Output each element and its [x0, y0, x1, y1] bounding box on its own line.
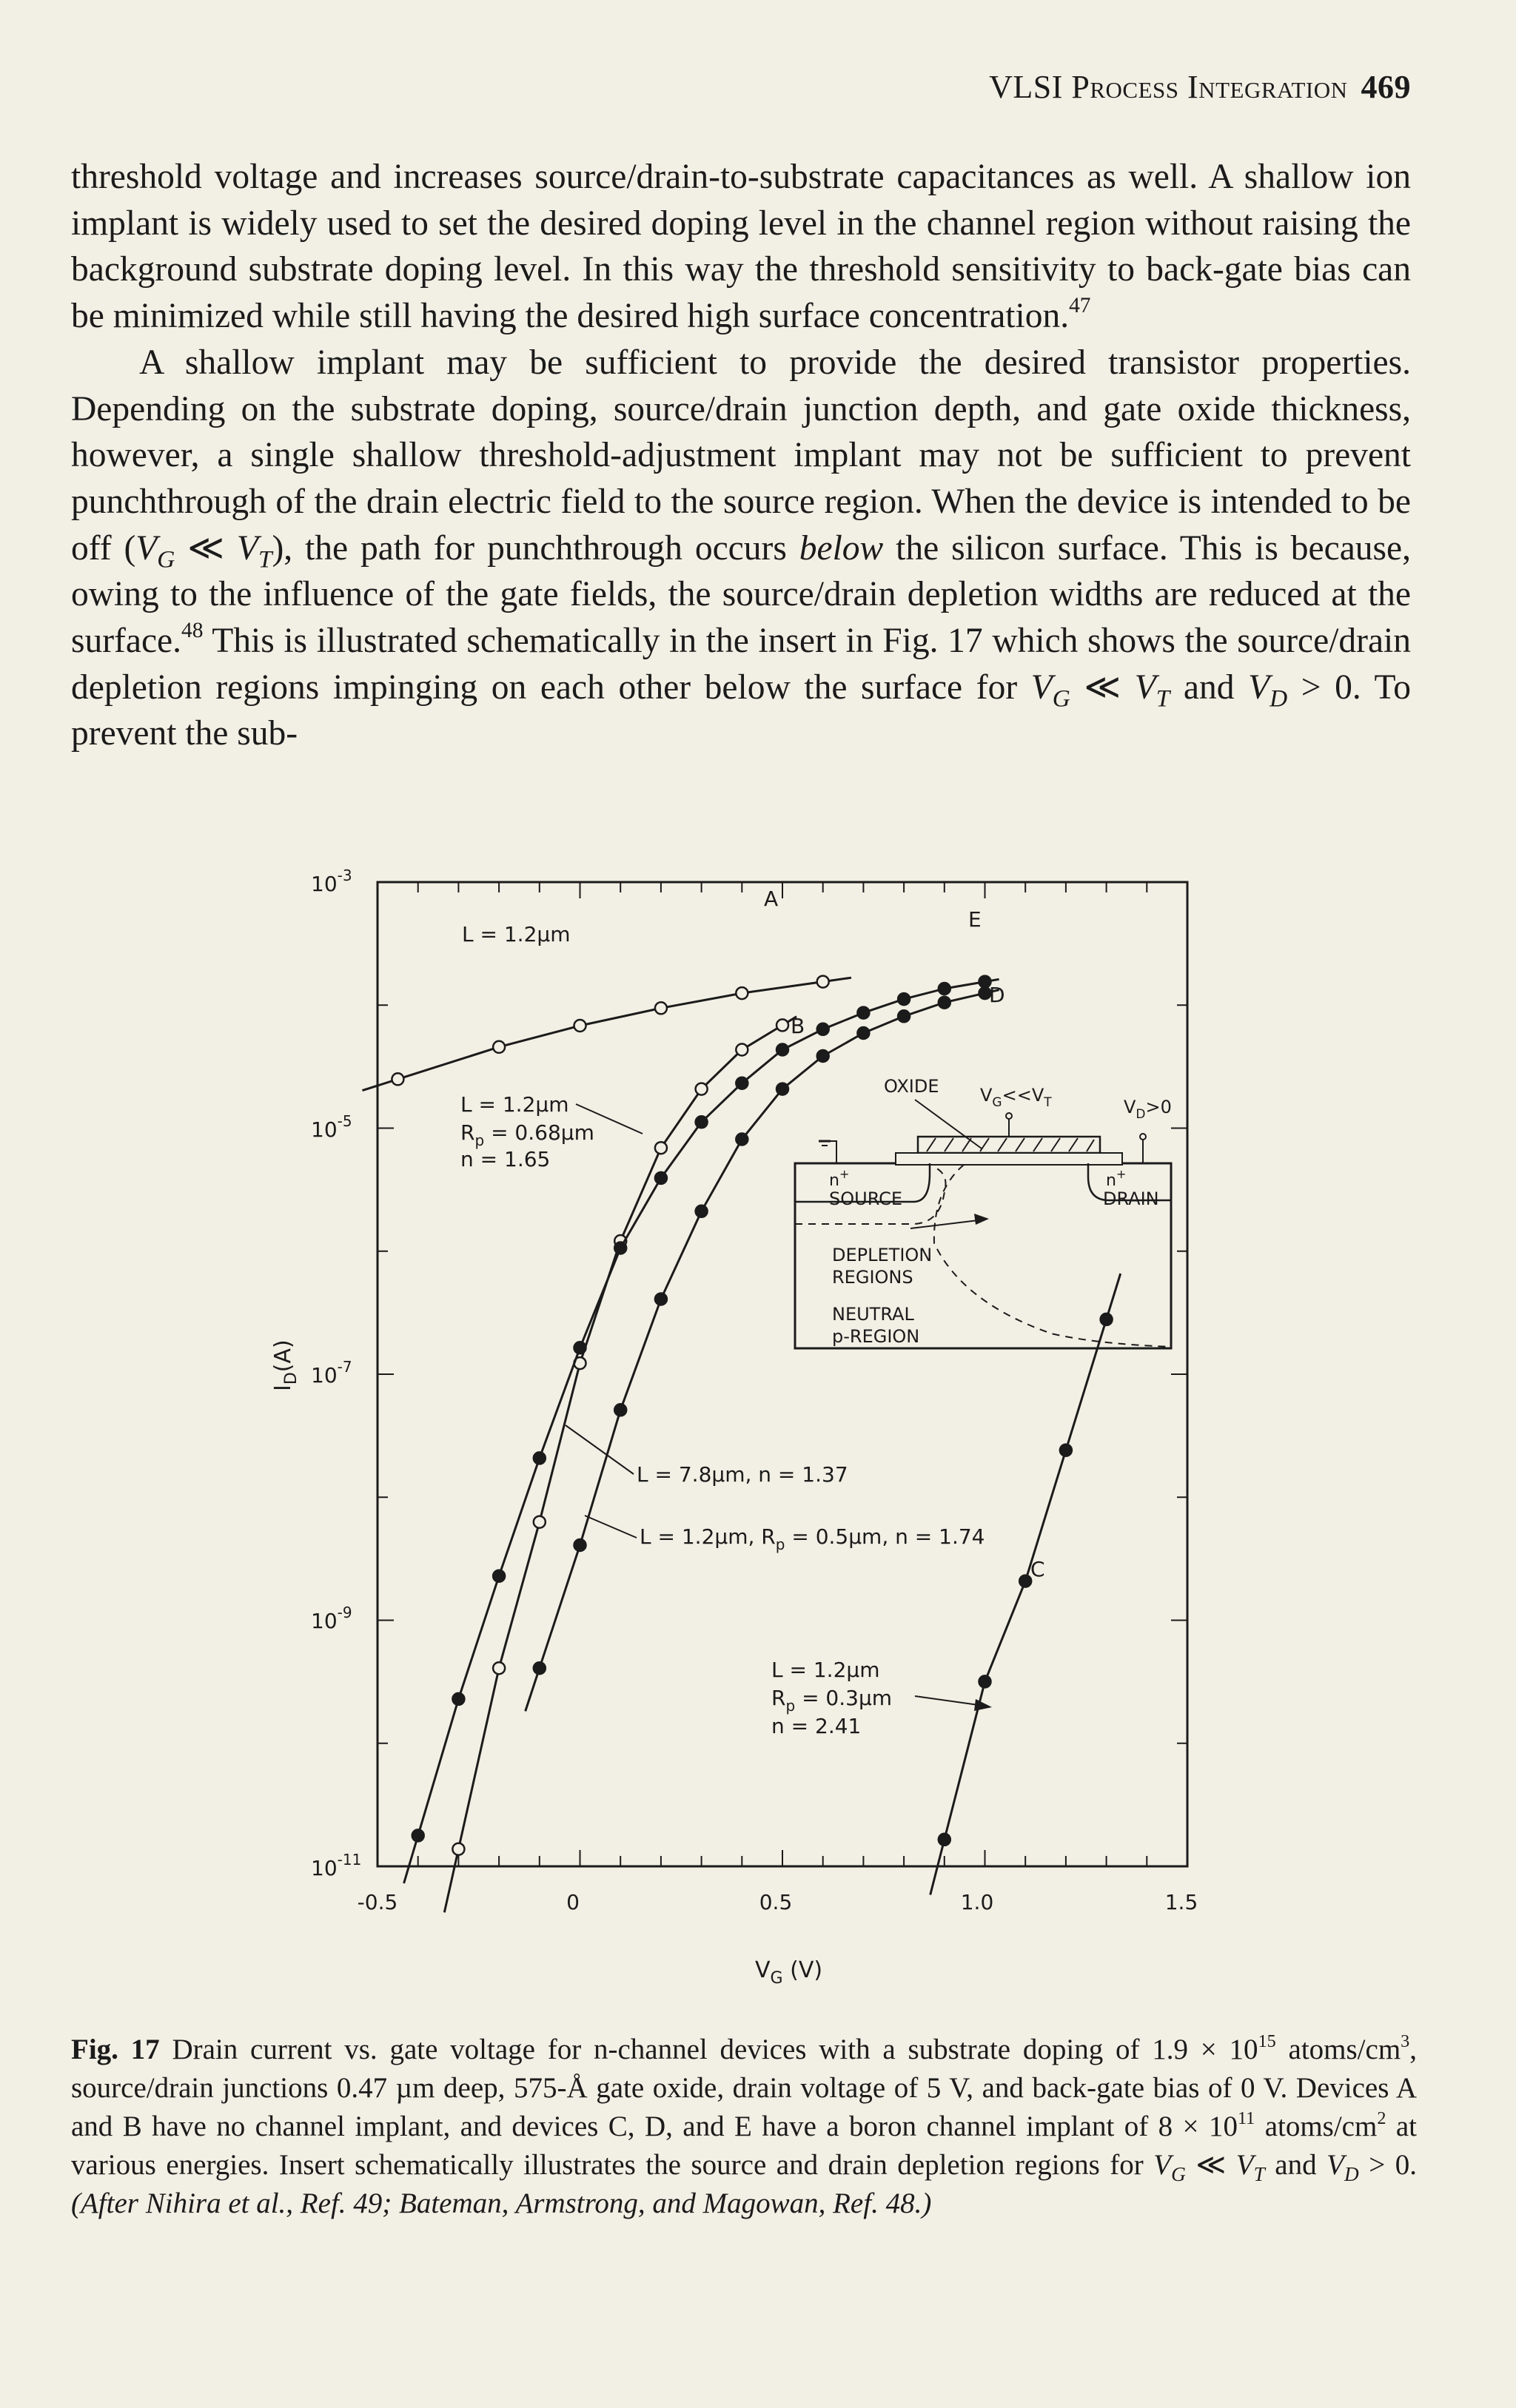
- caption-citation: (After Nihira et al., Ref. 49; Bateman, Armstrong, and Magowan, Ref. 48.): [71, 2187, 932, 2219]
- x-axis-label: $V_G$ (V): [755, 1957, 823, 1988]
- data-point-e: [655, 1172, 667, 1184]
- depletion-label-1: DEPLETION: [832, 1245, 933, 1265]
- drain-label: DRAIN: [1103, 1188, 1159, 1209]
- caption-text: and: [1264, 2149, 1327, 2181]
- p2-text-a: A shallow implant may be sufficient to provide the desired transistor properties. Depending on the substrate doping, source/drain junction depth, and gate oxide thickness, however, a single shallow threshold-adjustment implant may not be sufficient to prevent punchthrough of the drain electric field to the source region. When the device is intended to be off (: [71, 343, 1411, 568]
- data-point-d: [817, 1050, 829, 1062]
- y-tick-label: $10^{-9}$: [311, 1604, 352, 1633]
- curve-label-e: E: [968, 907, 982, 932]
- caption-text: .: [1409, 2149, 1417, 2181]
- curve-label-a: A: [764, 887, 779, 911]
- data-point-b: [493, 1662, 505, 1674]
- data-point-e: [574, 1342, 586, 1353]
- paragraph-2: A shallow implant may be sufficient to provide the desired transistor properties. Depending on the substrate doping, source/drain junction depth, and gate oxide thickness, however, a single shallow threshold-adjustment implant may not be sufficient to prevent punchthrough of the drain electric field to the source region. When the device is intended to be off ($V_G$ ≪ $V_T$), the path for punchthrough occurs below the silicon surface. This is because, owing to the influence of the gate fields, the source/drain depletion widths are reduced at the surface.$^{48}$ This is illustrated schematically in the insert in Fig. 17 which shows the source/drain depletion regions impinging on each other below the surface for $V_G$ ≪ $V_T$ and $V_D > 0$. To prevent the sub-: [71, 343, 1412, 753]
- p2-emph: below: [799, 528, 884, 568]
- data-point-e: [817, 1023, 829, 1035]
- data-point-a: [736, 987, 748, 999]
- source-ground: [825, 1141, 836, 1163]
- n-plus-drain: n+: [1106, 1167, 1127, 1190]
- data-point-d: [777, 1083, 788, 1095]
- p2-text-b: ), the path for punchthrough occurs: [272, 528, 799, 568]
- depletion-arrow: [910, 1220, 985, 1228]
- y-tick-labels: [311, 867, 361, 1880]
- data-point-e: [614, 1242, 626, 1254]
- caption-text: , source/drain junctions 0.47 µm deep, 575-Å gate oxide, drain voltage of 5 V, and back-gate bias of 0 V. Devices A and B have no channel implant, and devices C, D, and E have a boron channel implant of 8 × 10: [71, 2034, 1417, 2142]
- data-point-a: [655, 1002, 667, 1014]
- y-tick-label: $10^{-3}$: [311, 867, 352, 896]
- data-point-d: [534, 1662, 546, 1674]
- data-point-e: [939, 983, 950, 995]
- p2-text-f: . To prevent the sub-: [71, 667, 1412, 753]
- data-point-b: [534, 1516, 546, 1528]
- y-tick-label: $10^{-5}$: [311, 1112, 352, 1142]
- x-tick-label: 1.0: [960, 1890, 994, 1914]
- data-point-b: [777, 1019, 788, 1031]
- x-tick-label: 0.5: [759, 1890, 793, 1914]
- data-point-b: [452, 1843, 464, 1855]
- x-tick-label: 1.5: [1164, 1890, 1198, 1914]
- caption-sup: 15: [1258, 2031, 1276, 2051]
- p2-text-e: and: [1170, 667, 1249, 707]
- leader-line: [585, 1516, 637, 1538]
- oxide-label: OXIDE: [884, 1076, 939, 1097]
- figure-17-chart: [0, 844, 1516, 1998]
- leader-line: [566, 1425, 634, 1474]
- page-number: 469: [1361, 69, 1411, 105]
- data-point-c: [979, 1675, 991, 1687]
- data-point-d: [857, 1027, 869, 1039]
- data-point-d: [655, 1294, 667, 1305]
- curve-label-b: B: [791, 1014, 805, 1038]
- annotation-d: L = 7.8µm, n = 1.37: [637, 1462, 848, 1487]
- ref-47: 47: [1069, 294, 1091, 318]
- caption-text: Drain current vs. gate voltage for n-channel devices with a substrate doping of 1.9 × 10: [159, 2034, 1258, 2065]
- data-point-a: [574, 1020, 586, 1032]
- data-point-e: [777, 1044, 788, 1056]
- annotation-b-line1: L = 1.2µm: [460, 1092, 569, 1117]
- gate-oxide: [896, 1153, 1122, 1165]
- caption-text: atoms/cm: [1275, 2034, 1401, 2065]
- body-text: [71, 154, 1411, 757]
- data-point-d: [736, 1134, 748, 1146]
- neutral-label-2: p-REGION: [832, 1326, 920, 1347]
- data-point-e: [452, 1693, 464, 1705]
- figure-caption: Fig. 17 Drain current vs. gate voltage for n-channel devices with a substrate doping of $1.9 \times 10^{15}$ atoms/$cm^3$, source/drain junctions 0.47 µm deep, 575-Å gate oxide, drain voltage of 5 V, and back-gate bias of 0 V. Devices A and B have no channel implant, and devices C, D, and E have a boron channel implant of $8 \times 10^{11}$ atoms/$cm^2$ at various energies. Insert schematically illustrates the source and drain depletion regions for $V_G$ ≪ $V_T$ and $V_D > 0$. (After Nihira et al., Ref. 49; Bateman, Armstrong, and Magowan, Ref. 48.): [71, 2031, 1418, 2219]
- data-point-d: [696, 1205, 708, 1217]
- annotation-b-line2: $R_p = 0.68\mu m$: [460, 1120, 594, 1149]
- vd-label: $V_D>0$: [1124, 1097, 1172, 1122]
- data-point-b: [736, 1044, 748, 1056]
- p2-text-c: the silicon surface. This is because, owing to the influence of the gate fields, the source/drain depletion widths are reduced at the surface.: [71, 528, 1411, 661]
- data-point-c: [1101, 1314, 1113, 1325]
- x-tick-label: 0: [566, 1890, 580, 1914]
- x-tick-labels: [358, 1890, 1198, 1914]
- caption-sup: 3: [1401, 2031, 1410, 2051]
- x-tick-label: -0.5: [357, 1890, 398, 1914]
- curve-label-c: C: [1030, 1557, 1045, 1581]
- paragraph-1-text: threshold voltage and increases source/drain-to-substrate capacitances as well. A shallow ion implant is widely used to set the desired doping level in the channel region without raising the background substrate doping level. In this way the threshold sensitivity to back-gate bias can be minimized while still having the desired high surface concentration.: [71, 158, 1411, 336]
- data-point-e: [898, 993, 910, 1005]
- running-header: [989, 68, 1411, 106]
- data-point-d: [939, 997, 950, 1009]
- data-point-d: [574, 1539, 586, 1551]
- caption-sup: 2: [1377, 2108, 1386, 2128]
- data-point-d: [898, 1010, 910, 1022]
- data-point-b: [696, 1083, 708, 1095]
- insert-diagram: [795, 1076, 1172, 1348]
- data-point-c: [939, 1834, 950, 1846]
- data-point-b: [655, 1142, 667, 1154]
- annotation-c-line3: n = 2.41: [771, 1714, 862, 1738]
- data-point-a: [817, 976, 829, 988]
- source-label: SOURCE: [829, 1188, 903, 1209]
- data-point-c: [1019, 1575, 1031, 1587]
- depletion-label-2: REGIONS: [832, 1267, 913, 1288]
- y-tick-label: $10^{-7}$: [311, 1358, 352, 1388]
- data-point-a: [493, 1041, 505, 1053]
- paragraph-1: [71, 154, 1411, 340]
- annotation-c-line1: L = 1.2µm: [771, 1658, 880, 1682]
- caption-sup: 11: [1237, 2108, 1255, 2128]
- p2-text-d: This is illustrated schematically in the insert in Fig. 17 which shows the source/drain depletion regions impinging on each other below the surface for: [71, 622, 1411, 707]
- vg-label: $V_G<<V_T$: [980, 1085, 1052, 1110]
- data-point-e: [534, 1452, 546, 1464]
- header-title: VLSI Process Integration: [989, 69, 1348, 105]
- annotation-c-line2: $R_p = 0.3\mu m$: [771, 1686, 893, 1715]
- data-point-e: [493, 1570, 505, 1582]
- annotation-b-line3: n = 1.65: [460, 1147, 551, 1171]
- data-point-e: [736, 1077, 748, 1089]
- n-plus-source: n+: [829, 1167, 850, 1190]
- data-point-a: [392, 1073, 403, 1085]
- caption-text: atoms/cm: [1255, 2111, 1378, 2142]
- arrow-head: [974, 1699, 992, 1711]
- curve-label-d: D: [989, 983, 1005, 1007]
- curve-a: [363, 978, 852, 1090]
- annotation-e: L = 1.2µm, $R_p = 0.5\mu m$, n = 1.74: [640, 1524, 985, 1553]
- caption-text: at various energies. Insert schematically illustrates the source and drain depletion regions for: [71, 2111, 1418, 2181]
- curve-d: [526, 990, 999, 1712]
- y-tick-label: $10^{-11}$: [311, 1851, 362, 1880]
- y-axis-label: $I_D(A)$: [270, 1339, 301, 1391]
- data-point-e: [857, 1007, 869, 1019]
- data-point-d: [614, 1404, 626, 1416]
- annotation-a: L = 1.2µm: [462, 922, 571, 946]
- caption-label: Fig. 17: [71, 2034, 160, 2065]
- ref-48: 48: [181, 619, 204, 643]
- data-point-c: [1060, 1445, 1072, 1456]
- data-point-e: [412, 1829, 424, 1841]
- neutral-label-1: NEUTRAL: [832, 1304, 914, 1325]
- data-point-e: [696, 1116, 708, 1128]
